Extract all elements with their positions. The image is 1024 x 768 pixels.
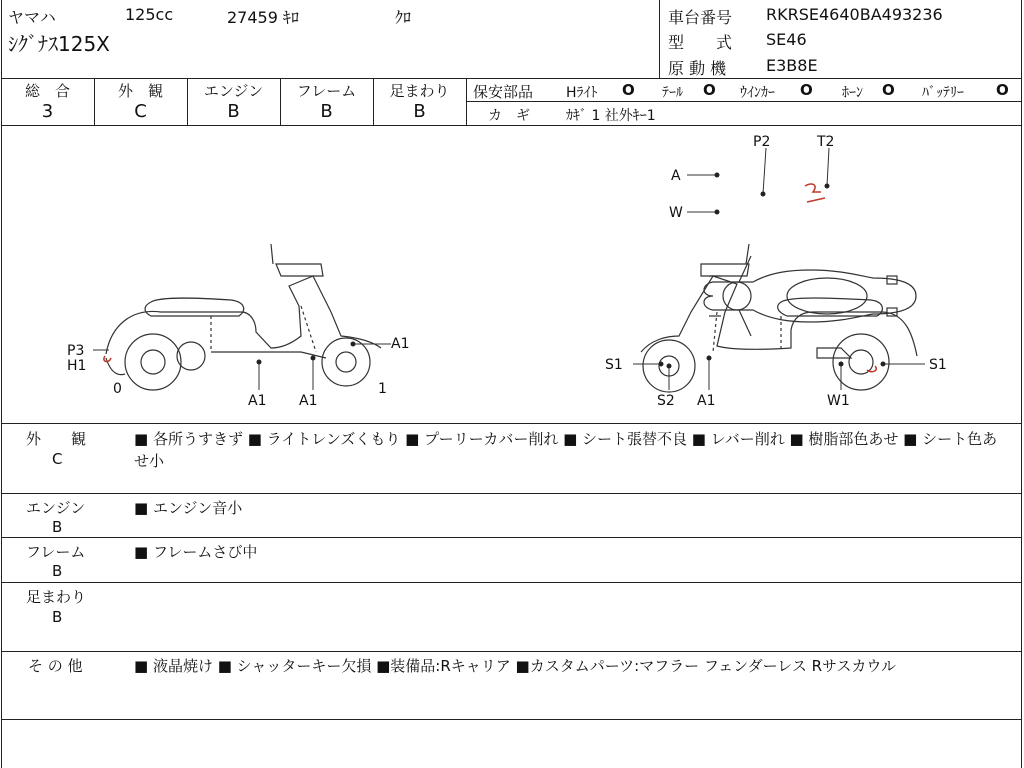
grade-value-frame: B — [320, 101, 333, 122]
section-other-text: ■ 液晶焼け ■ シャッターキー欠損 ■装備品:Rキャリア ■カスタムパーツ:マフラー フェンダーレス Rサスカウル — [134, 657, 896, 675]
scooter-top-view — [704, 256, 916, 336]
label-p2: P2 — [753, 134, 771, 150]
engine-label: 原 動 機 — [668, 59, 727, 78]
safety-horn-mark: O — [882, 81, 895, 99]
frame-no: RKRSE4640BA493236 — [766, 5, 943, 24]
type-value: SE46 — [766, 30, 807, 49]
rule-header-bottom — [1, 78, 1022, 79]
grade-value-exterior: C — [134, 101, 147, 122]
section-engine-label: エンジン — [26, 499, 86, 517]
section-exterior-text: ■ 各所うすきず ■ ライトレンズくもり ■ プーリーカバー削れ ■ シート張替不良 ■ レバー削れ ■ 樹脂部色あせ ■ シート色あせ小 — [134, 430, 998, 470]
maker: ヤマハ — [8, 8, 56, 27]
safety-taillight-mark: O — [703, 81, 716, 99]
label-left-a1-1: A1 — [248, 393, 267, 409]
scooter-damage-diagram — [1, 126, 1021, 422]
section-frame-grade: B — [52, 562, 63, 580]
safety-taillight-label: ﾃｰﾙ — [662, 85, 683, 101]
color: ｸﾛ — [395, 8, 412, 27]
frame-no-label: 車台番号 — [668, 8, 733, 27]
label-p3: P3 — [67, 343, 85, 359]
section-other-label: そ の 他 — [28, 657, 83, 675]
vrule-g5 — [466, 78, 467, 125]
grade-value-engine: B — [227, 101, 240, 122]
section-exterior-label: 外 観 — [26, 430, 87, 448]
engine-value: E3B8E — [766, 56, 818, 75]
frame-right — [1021, 0, 1022, 768]
label-t2: T2 — [817, 134, 835, 150]
vrule-header — [659, 0, 660, 78]
label-one: 1 — [378, 381, 387, 397]
type-label: 型 式 — [668, 33, 733, 52]
grade-header-exterior: 外 観 — [117, 82, 163, 100]
rule-sec5 — [1, 719, 1022, 720]
rule-sec1 — [1, 493, 1022, 494]
grade-value-total: 3 — [41, 101, 54, 122]
grade-header-engine: エンジン — [203, 82, 264, 100]
section-frame-label: フレーム — [26, 543, 86, 561]
scooter-left-view — [106, 244, 381, 390]
displacement: 125cc — [125, 5, 174, 24]
rule-diagram-bottom — [1, 423, 1022, 424]
grade-header-total: 総 合 — [24, 82, 70, 100]
label-right-s1-1: S1 — [605, 357, 623, 373]
safety-winker-mark: O — [800, 81, 813, 99]
safety-headlight-mark: O — [622, 81, 635, 99]
section-exterior-grade: C — [52, 450, 63, 468]
label-zero: 0 — [113, 381, 122, 397]
section-suspension-label: 足まわり — [26, 588, 87, 606]
label-a: A — [671, 168, 681, 184]
section-frame-text: ■ フレームさび中 — [134, 543, 258, 561]
model-name: ｼｸﾞﾅｽ125X — [8, 32, 110, 56]
grade-value-suspension: B — [413, 101, 426, 122]
safety-horn-label: ﾎｰﾝ — [842, 85, 863, 101]
safety-battery-mark: O — [996, 81, 1009, 99]
grade-header-frame: フレーム — [296, 82, 357, 100]
label-left-a1-2: A1 — [299, 393, 318, 409]
safety-title: 保安部品 — [473, 83, 534, 101]
section-suspension-grade: B — [52, 608, 63, 626]
section-engine-grade: B — [52, 518, 63, 536]
label-right-s1-2: S1 — [929, 357, 947, 373]
label-right-a1: A1 — [697, 393, 716, 409]
mileage: 27459 ｷﾛ — [227, 8, 299, 27]
rule-sec2 — [1, 537, 1022, 538]
label-left-a1-3: A1 — [391, 336, 410, 352]
rule-sec4 — [1, 651, 1022, 652]
grade-header-suspension: 足まわり — [389, 82, 450, 100]
safety-headlight-label: Hﾗｲﾄ — [566, 85, 598, 101]
safety-winker-label: ｳｲﾝｶｰ — [740, 85, 775, 101]
leader-lines — [93, 148, 925, 390]
safety-battery-label: ﾊﾞｯﾃﾘｰ — [922, 85, 964, 101]
label-right-w1: W1 — [827, 393, 850, 409]
section-engine-text: ■ エンジン音小 — [134, 499, 243, 517]
rule-sec3 — [1, 582, 1022, 583]
label-right-s2: S2 — [657, 393, 675, 409]
key-label: カ ギ — [488, 108, 530, 124]
label-w: W — [669, 205, 683, 221]
label-h1: H1 — [67, 358, 87, 374]
key-value: ｶｷﾞ 1 社外ｷｰ1 — [566, 108, 656, 124]
